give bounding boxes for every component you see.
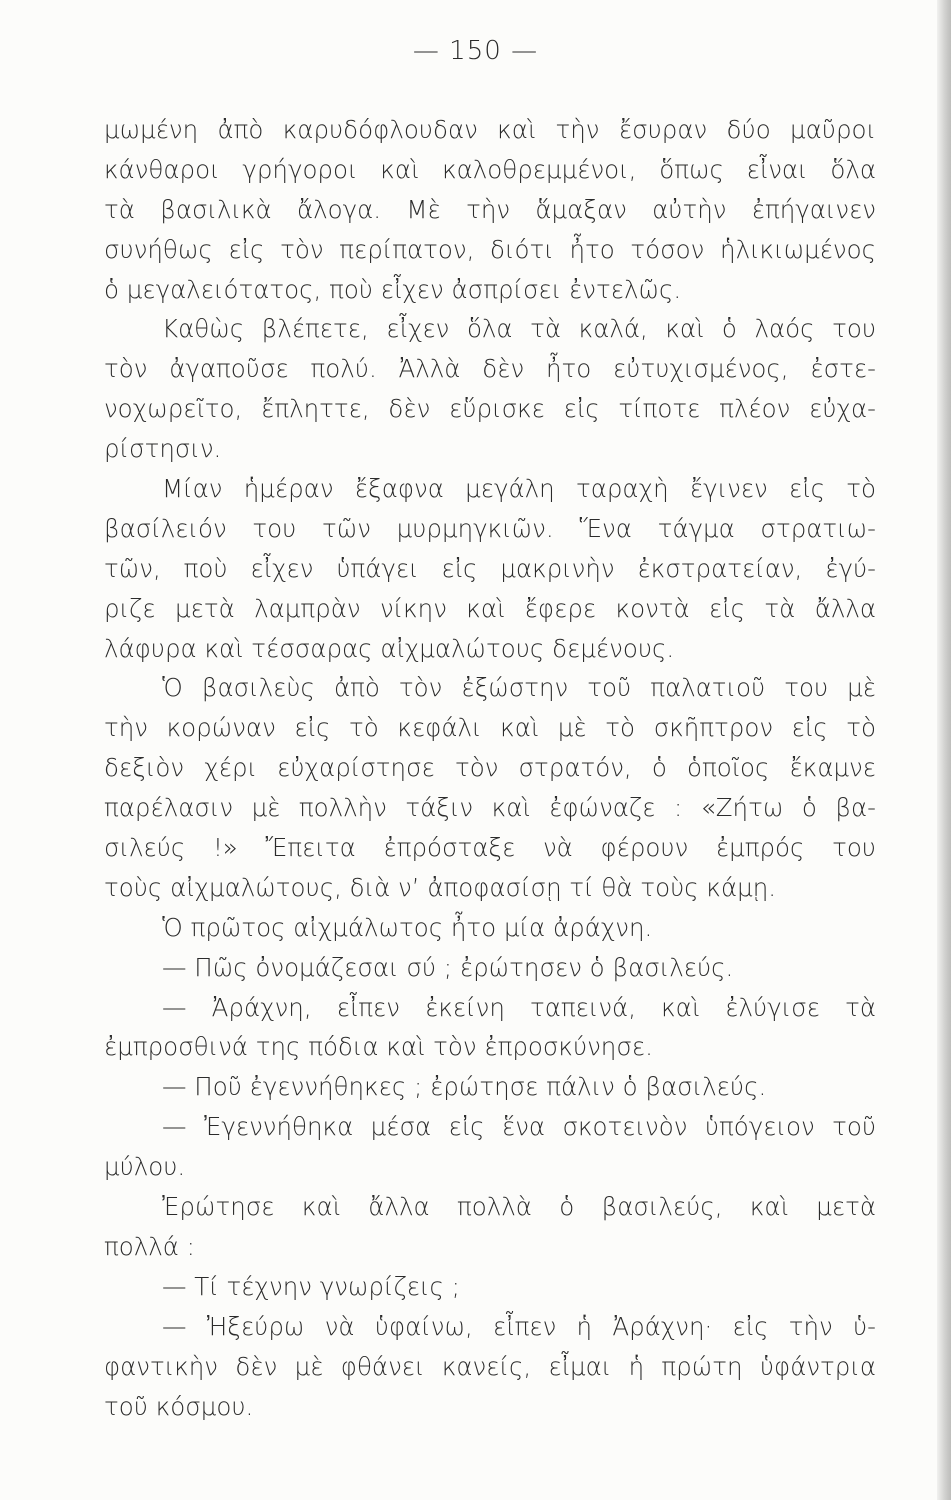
text-line: ρίστησιν. [104,434,222,464]
text-line: παρέλασιν μὲ πολλὴν τάξιν καὶ ἐφώναζε : «Ζήτω ὁ βα- [104,793,876,823]
text-line: — Ἐγεννήθηκα μέσα εἰς ἕνα σκοτεινὸν ὑπόγειον τοῦ [162,1112,876,1142]
text-line: τὸν ἀγαποῦσε πολύ. Ἀλλὰ δὲν ἦτο εὐτυχισμένος, ἐστε- [104,354,876,384]
text-line: τῶν, ποὺ εἶχεν ὑπάγει εἰς μακρινὴν ἐκστρατείαν, ἐγύ- [104,553,876,583]
text-line: Ὁ πρῶτος αἰχμάλωτος ἦτο μία ἀράχνη. [162,912,653,942]
text-line: — Ἀράχνη, εἶπεν ἐκείνη ταπεινά, καὶ ἐλύγισε τὰ [162,992,876,1022]
text-line: τὴν κορώναν εἰς τὸ κεφάλι καὶ μὲ τὸ σκῆπτρον εἰς τὸ [104,713,876,743]
text-line: — Ποῦ ἐγεννήθηκες ; ἐρώτησε πάλιν ὁ βασιλεύς. [162,1072,767,1102]
text-line: πολλά : [104,1231,195,1261]
text-line: Καθὼς βλέπετε, εἶχεν ὅλα τὰ καλά, καὶ ὁ λαός του [162,314,876,344]
text-line: νοχωρεῖτο, ἔπληττε, δὲν εὕρισκε εἰς τίποτε πλέον εὐχα- [104,394,876,424]
text-line: συνήθως εἰς τὸν περίπατον, διότι ἦτο τόσον ἡλικιωμένος [104,234,876,264]
text-line: φαντικὴν δὲν μὲ φθάνει κανείς, εἶμαι ἡ πρώτη ὑφάντρια [104,1351,876,1381]
text-line: — Τί τέχνην γνωρίζεις ; [162,1271,460,1301]
text-line: — Ἠξεύρω νὰ ὑφαίνω, εἶπεν ἡ Ἀράχνη· εἰς τὴν ὑ- [162,1311,876,1341]
text-line: ὁ μεγαλειότατος, ποὺ εἶχεν ἀσπρίσει ἐντελῶς. [104,274,682,304]
text-line: ἐμπροσθινά της πόδια καὶ τὸν ἐπροσκύνησε. [104,1032,653,1062]
text-line: τὰ βασιλικὰ ἄλογα. Μὲ τὴν ἅμαξαν αὐτὴν ἐπήγαινεν [104,194,876,224]
text-line: μωμένη ἀπὸ καρυδόφλουδαν καὶ τὴν ἔσυραν δύο μαῦροι [104,115,876,144]
text-line: δεξιὸν χέρι εὐχαρίστησε τὸν στρατόν, ὁ ὁποῖος ἔκαμνε [104,753,876,783]
text-line: ριζε μετὰ λαμπρὰν νίκην καὶ ἔφερε κοντὰ εἰς τὰ ἄλλα [104,593,876,623]
text-line: λάφυρα καὶ τέσσαρας αἰχμαλώτους δεμένους. [104,633,675,663]
text-line: σιλεύς !» Ἔπειτα ἐπρόσταξε νὰ φέρουν ἐμπρός του [104,833,876,863]
text-line: τοὺς αἰχμαλώτους, διὰ ν’ ἀποφασίσῃ τί θὰ τοὺς κάμῃ. [104,872,777,902]
text-line: — Πῶς ὀνομάζεσαι σύ ; ἐρώτησεν ὁ βασιλεύς. [162,952,734,982]
body-text [104,110,876,1426]
text-line: Μίαν ἡμέραν ἔξαφνα μεγάλη ταραχὴ ἔγινεν εἰς τὸ [162,474,876,504]
text-line: Ὁ βασιλεὺς ἀπὸ τὸν ἐξώστην τοῦ παλατιοῦ του μὲ [162,673,876,703]
text-line: Ἐρώτησε καὶ ἄλλα πολλὰ ὁ βασιλεύς, καὶ μετὰ [162,1192,876,1222]
page-number: — 150 — [412,36,539,66]
page-binding-edge [937,0,951,1500]
text-line: τοῦ κόσμου. [104,1391,254,1421]
text-line: μύλου. [104,1152,186,1182]
text-line: κάνθαροι γρήγοροι καὶ καλοθρεμμένοι, ὅπως εἶναι ὅλα [104,154,876,184]
text-line: βασίλειόν του τῶν μυρμηγκιῶν. Ἕνα τάγμα στρατιω- [104,513,876,543]
